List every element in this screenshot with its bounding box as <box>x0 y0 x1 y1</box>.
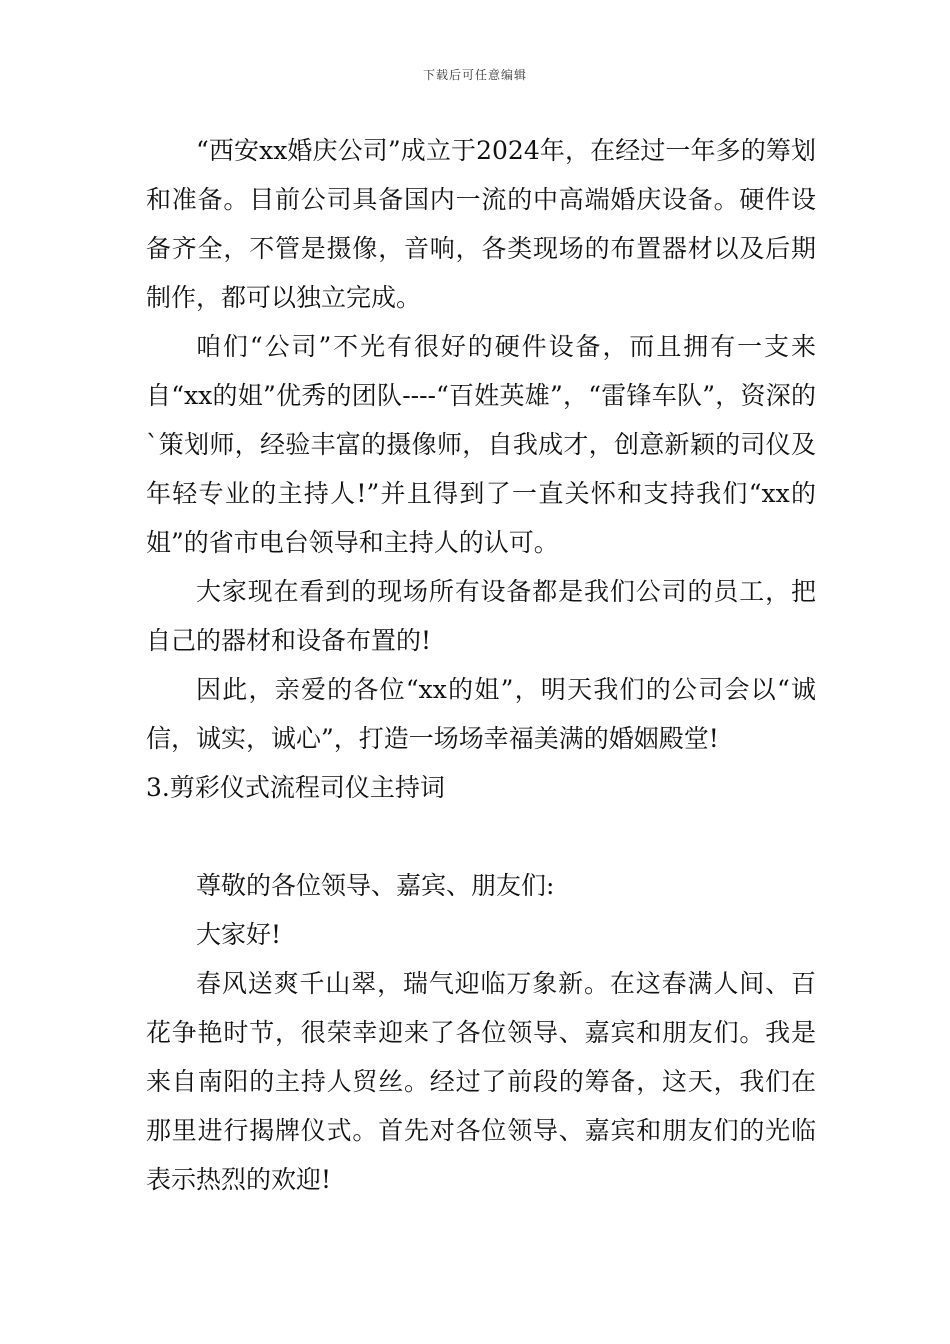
paragraph-opening: 春风送爽千山翠，瑞气迎临万象新。在这春满人间、百花争艳时节，很荣幸迎来了各位领导、嘉宾和朋友们。我是来自南阳的主持人贸丝。经过了前段的筹备，这天，我们在那里进行揭牌仪式。首先对各位领导、嘉宾和朋友们的光临表示热烈的欢迎! <box>146 969 816 1194</box>
page-header: 下载后可任意编辑 <box>422 68 527 82</box>
paragraph-hello: 大家好! <box>196 920 282 949</box>
paragraph-greeting: 尊敬的各位领导、嘉宾、朋友们: <box>196 871 555 900</box>
document-body <box>146 126 816 1204</box>
paragraph-equipment: 大家现在看到的现场所有设备都是我们公司的员工，把自己的器材和设备布置的! <box>146 577 816 655</box>
section-heading: 3.剪彩仪式流程司仪主持词 <box>146 773 445 802</box>
paragraph-team-intro: 咱们“公司”不光有很好的硬件设备，而且拥有一支来自“xx的姐”优秀的团队----“百姓英雄”，“雷锋车队”，资深的`策划师，经验丰富的摄像师，自我成才，创意新颖的司仪及年轻专业的主持人!”并且得到了一直关怀和支持我们“xx的姐”的省市电台领导和主持人的认可。 <box>146 332 816 557</box>
blank-line <box>146 812 816 861</box>
paragraph-promise: 因此，亲爱的各位“xx的姐”，明天我们的公司会以“诚信，诚实，诚心”，打造一场场幸福美满的婚姻殿堂! <box>146 675 816 753</box>
paragraph-company-intro: “西安xx婚庆公司”成立于2024年，在经过一年多的筹划和准备。目前公司具备国内一流的中高端婚庆设备。硬件设备齐全，不管是摄像，音响，各类现场的布置器材以及后期制作，都可以独立完成。 <box>146 136 816 312</box>
